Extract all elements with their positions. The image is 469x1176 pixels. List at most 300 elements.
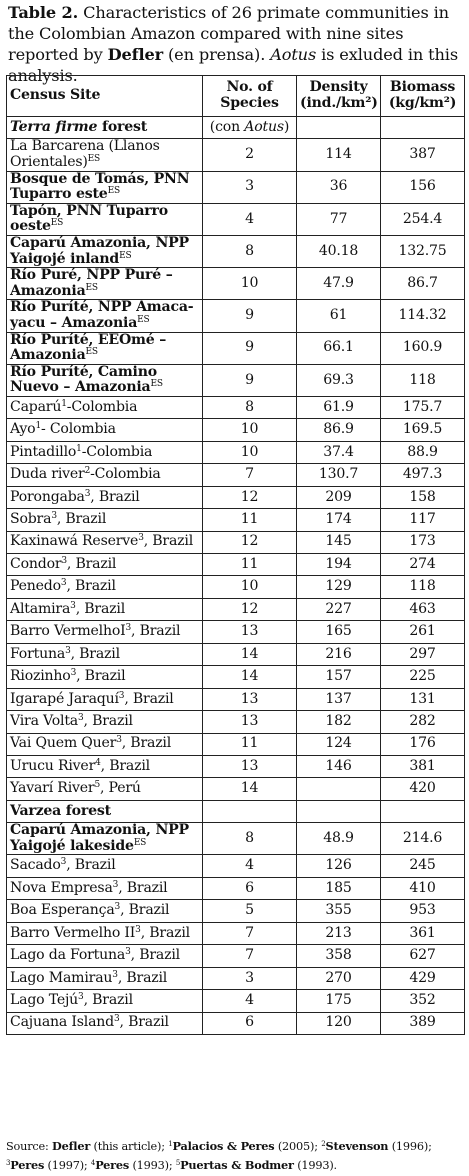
- table-row: [7, 778, 465, 800]
- cell-biomass: 169.5: [381, 419, 465, 441]
- source-reference-sup: 2: [321, 1140, 326, 1148]
- cell-species: 14: [203, 778, 297, 800]
- site-reference-sup: 3: [84, 488, 91, 499]
- cell-biomass: 214.6: [381, 823, 465, 855]
- source-year: (1993).: [293, 1159, 337, 1172]
- cell-species: 12: [203, 531, 297, 553]
- table-row: [7, 855, 465, 877]
- cell-density: 182: [297, 711, 381, 733]
- source-year: (this article);: [90, 1140, 169, 1153]
- table-row: [7, 823, 465, 855]
- cell-biomass: 361: [381, 922, 465, 944]
- site-name: Vira Volta: [10, 712, 79, 729]
- site-reference-sup: 3: [70, 668, 77, 679]
- cell-biomass: 173: [381, 531, 465, 553]
- cell-census-site: [7, 268, 203, 300]
- table-row: [7, 576, 465, 598]
- table-row: [7, 236, 465, 268]
- table-row: [7, 1012, 465, 1034]
- cell-census-site: [7, 509, 203, 531]
- cell-census-site: [7, 203, 203, 235]
- site-reference-sup: 2: [84, 466, 91, 477]
- cell-biomass: 282: [381, 711, 465, 733]
- site-reference-sup: 3: [118, 690, 125, 701]
- cell-census-site: [7, 1012, 203, 1034]
- cell-biomass: 245: [381, 855, 465, 877]
- table-header-row: [7, 76, 465, 117]
- cell-biomass: 261: [381, 621, 465, 643]
- site-name: Lago Mamirau: [10, 969, 113, 986]
- table-row: [7, 364, 465, 396]
- cell-density: 157: [297, 666, 381, 688]
- cell-census-site: [7, 755, 203, 777]
- empty-cell: [297, 117, 381, 139]
- site-name: Urucu River: [10, 757, 96, 774]
- site-reference-sup: 3: [125, 947, 131, 958]
- site-reference-sup: 3: [60, 857, 67, 868]
- cell-census-site: [7, 823, 203, 855]
- cell-biomass: 117: [381, 509, 465, 531]
- site-name: Caparú Amazonia, NPP Yaigojé inland: [10, 235, 189, 267]
- cell-density: 174: [297, 509, 381, 531]
- cell-species: 9: [203, 300, 297, 332]
- cell-census-site: [7, 877, 203, 899]
- site-name: Sacado: [10, 857, 61, 874]
- caption-author: Defler: [107, 45, 163, 64]
- table-row: [7, 711, 465, 733]
- site-name: Porongaba: [10, 488, 85, 505]
- cell-biomass: 118: [381, 576, 465, 598]
- site-reference-sup: 3: [65, 645, 71, 656]
- site-reference-sup: 3: [112, 879, 119, 890]
- cell-density: 86.9: [297, 419, 381, 441]
- cell-species: 10: [203, 576, 297, 598]
- site-name: Penedo: [10, 578, 61, 595]
- cell-species: 9: [203, 332, 297, 364]
- cell-biomass: 463: [381, 598, 465, 620]
- cell-census-site: [7, 554, 203, 576]
- cell-biomass: 131: [381, 688, 465, 710]
- header-species: No. of Species: [203, 76, 297, 117]
- cell-census-site: [7, 945, 203, 967]
- site-location: , Brazil: [131, 623, 181, 640]
- cell-species: 10: [203, 441, 297, 463]
- cell-species: 6: [203, 1012, 297, 1034]
- table-row: [7, 643, 465, 665]
- cell-biomass: 176: [381, 733, 465, 755]
- group-header-terra-firme: [7, 117, 465, 139]
- site-name: Río Puríté, EEOmé – Amazonia: [10, 331, 167, 364]
- cell-density: 165: [297, 621, 381, 643]
- cell-density: 145: [297, 531, 381, 553]
- site-name: Bosque de Tomás, PNN Tuparro este: [10, 170, 190, 203]
- empty-cell: [297, 800, 381, 822]
- site-reference-sup: ES: [85, 347, 98, 358]
- cell-species: 4: [203, 203, 297, 235]
- cell-census-site: [7, 666, 203, 688]
- site-location: -Colombia: [81, 443, 153, 460]
- cell-census-site: [7, 922, 203, 944]
- cell-species: 2: [203, 139, 297, 171]
- table-row: [7, 531, 465, 553]
- cell-biomass: 627: [381, 945, 465, 967]
- cell-density: 137: [297, 688, 381, 710]
- site-reference-sup: 3: [78, 712, 84, 723]
- site-reference-sup: 3: [114, 902, 121, 913]
- cell-density: 146: [297, 755, 381, 777]
- cell-census-site: [7, 171, 203, 203]
- table-row: [7, 203, 465, 235]
- site-location: , Brazil: [83, 712, 133, 729]
- site-location: , Brazil: [119, 1014, 169, 1031]
- cell-density: 36: [297, 171, 381, 203]
- cell-density: 114: [297, 139, 381, 171]
- group-label-rest: forest: [97, 118, 148, 135]
- source-author: Peres: [95, 1158, 130, 1172]
- cell-census-site: [7, 396, 203, 418]
- site-location: , Brazil: [130, 947, 180, 964]
- site-reference-sup: 1: [35, 421, 41, 432]
- cell-species: 14: [203, 666, 297, 688]
- table-row: [7, 900, 465, 922]
- cell-census-site: [7, 598, 203, 620]
- cell-biomass: 132.75: [381, 236, 465, 268]
- cell-density: 130.7: [297, 464, 381, 486]
- site-name: Altamira: [10, 600, 71, 617]
- con-aotus-pre: (con: [209, 118, 245, 135]
- site-reference-sup: 3: [114, 1014, 120, 1025]
- site-location: , Perú: [100, 780, 141, 797]
- caption-text: (en prensa).: [163, 45, 271, 64]
- source-reference-sup: 4: [90, 1159, 96, 1167]
- source-author: Defler: [52, 1139, 91, 1153]
- cell-density: 227: [297, 598, 381, 620]
- cell-census-site: [7, 733, 203, 755]
- cell-species: 7: [203, 922, 297, 944]
- source-author: Puertas & Bodmer: [180, 1158, 294, 1172]
- cell-density: 61.9: [297, 396, 381, 418]
- cell-species: 6: [203, 877, 297, 899]
- cell-biomass: 352: [381, 990, 465, 1012]
- cell-census-site: [7, 332, 203, 364]
- empty-cell: [381, 117, 465, 139]
- table-row: [7, 396, 465, 418]
- cell-density: [297, 778, 381, 800]
- header-density: Density (ind./km²): [297, 76, 381, 117]
- cell-density: 37.4: [297, 441, 381, 463]
- site-location: , Brazil: [75, 600, 126, 617]
- cell-species: 5: [203, 900, 297, 922]
- cell-census-site: [7, 621, 203, 643]
- cell-biomass: 156: [381, 171, 465, 203]
- table-row: [7, 300, 465, 332]
- cell-biomass: 387: [381, 139, 465, 171]
- site-name: Río Puré, NPP Puré – Amazonia: [10, 267, 173, 299]
- cell-census-site: [7, 441, 203, 463]
- cell-species: 4: [203, 855, 297, 877]
- site-reference-sup: 5: [94, 780, 100, 791]
- table-caption: [8, 2, 466, 86]
- site-reference-sup: 3: [60, 578, 67, 589]
- cell-density: 175: [297, 990, 381, 1012]
- group-header-varzea: [7, 800, 465, 822]
- site-location: , Brazil: [90, 488, 140, 505]
- cell-species: 14: [203, 643, 297, 665]
- cell-biomass: 953: [381, 900, 465, 922]
- table-row: [7, 139, 465, 171]
- header-biomass: Biomass (kg/km²): [381, 76, 465, 117]
- cell-species: 7: [203, 945, 297, 967]
- site-name: Lago da Fortuna: [10, 947, 126, 964]
- site-reference-sup: 3: [61, 555, 67, 566]
- site-name: Igarapé Jaraquí: [10, 690, 119, 707]
- cell-density: 47.9: [297, 268, 381, 300]
- site-reference-sup: ES: [119, 250, 132, 261]
- site-name: La Barcarena (Llanos Orientales): [10, 138, 160, 171]
- cell-species: 10: [203, 268, 297, 300]
- cell-biomass: 274: [381, 554, 465, 576]
- site-reference-sup: ES: [85, 282, 98, 293]
- cell-biomass: 118: [381, 364, 465, 396]
- site-name: Caparú Amazonia, NPP Yaigojé lakeside: [10, 822, 189, 854]
- header-census-site: Census Site: [7, 76, 203, 117]
- site-reference-sup: ES: [87, 154, 101, 165]
- site-reference-sup: 3: [70, 600, 76, 611]
- caption-genus: Aotus: [270, 45, 317, 64]
- cell-census-site: [7, 778, 203, 800]
- cell-species: 11: [203, 509, 297, 531]
- cell-species: 8: [203, 823, 297, 855]
- site-name: Riozinho: [10, 668, 71, 685]
- cell-species: 13: [203, 711, 297, 733]
- table-row: [7, 419, 465, 441]
- con-aotus-post: ): [283, 118, 290, 135]
- source-author: Palacios & Peres: [172, 1139, 275, 1153]
- cell-census-site: [7, 236, 203, 268]
- caption-text: Characteristics of 26 primate communities in the Colombian Amazon compared with nine sites reported by: [8, 3, 449, 64]
- site-location: , Brazil: [143, 533, 194, 550]
- source-year: (1997);: [44, 1159, 91, 1172]
- source-reference-sup: 5: [175, 1159, 181, 1167]
- cell-census-site: [7, 990, 203, 1012]
- site-name: Nova Empresa: [10, 879, 113, 896]
- cell-biomass: 381: [381, 755, 465, 777]
- site-location: , Brazil: [124, 690, 174, 707]
- site-reference-sup: 3: [135, 924, 141, 935]
- site-name: Kaxinawá Reserve: [10, 533, 139, 550]
- site-reference-sup: 3: [125, 623, 132, 634]
- source-author: Peres: [10, 1158, 45, 1172]
- cell-census-site: [7, 711, 203, 733]
- cell-density: 40.18: [297, 236, 381, 268]
- cell-species: 3: [203, 171, 297, 203]
- table-row: [7, 441, 465, 463]
- cell-species: 4: [203, 990, 297, 1012]
- cell-species: 10: [203, 419, 297, 441]
- empty-cell: [381, 800, 465, 822]
- site-reference-sup: ES: [133, 837, 147, 848]
- site-location: , Brazil: [100, 757, 150, 774]
- site-reference-sup: ES: [137, 314, 150, 325]
- site-location: - Colombia: [41, 421, 116, 438]
- cell-biomass: 160.9: [381, 332, 465, 364]
- cell-biomass: 175.7: [381, 396, 465, 418]
- cell-census-site: [7, 688, 203, 710]
- source-prefix: Source:: [6, 1140, 53, 1153]
- cell-biomass: 297: [381, 643, 465, 665]
- site-name: Caparú: [10, 398, 62, 415]
- table-row: [7, 922, 465, 944]
- cell-biomass: 410: [381, 877, 465, 899]
- group-label-terra-firme: [7, 117, 203, 139]
- site-location: , Brazil: [56, 511, 107, 528]
- cell-biomass: 420: [381, 778, 465, 800]
- cell-biomass: 158: [381, 486, 465, 508]
- group-label-varzea: Varzea forest: [7, 800, 203, 822]
- cell-census-site: [7, 576, 203, 598]
- cell-biomass: 225: [381, 666, 465, 688]
- caption-label: Table 2.: [8, 3, 79, 22]
- table-row: [7, 877, 465, 899]
- cell-density: 209: [297, 486, 381, 508]
- site-name: Boa Esperança: [10, 902, 115, 919]
- site-name: Barro VermelhoI: [10, 623, 126, 640]
- table-row: [7, 171, 465, 203]
- table-row: [7, 621, 465, 643]
- cell-biomass: 429: [381, 967, 465, 989]
- site-reference-sup: 3: [138, 533, 144, 544]
- cell-density: 213: [297, 922, 381, 944]
- cell-density: 120: [297, 1012, 381, 1034]
- site-name: Sobra: [10, 511, 52, 528]
- site-location: , Brazil: [118, 879, 168, 896]
- cell-census-site: [7, 419, 203, 441]
- site-reference-sup: 3: [51, 511, 57, 522]
- site-name: Río Puríté, Camino Nuevo – Amazonia: [10, 363, 157, 396]
- cell-density: 270: [297, 967, 381, 989]
- site-location: -Colombia: [90, 466, 161, 483]
- table-row: [7, 332, 465, 364]
- source-reference-sup: 3: [6, 1159, 11, 1167]
- cell-census-site: [7, 531, 203, 553]
- site-reference-sup: 3: [116, 735, 122, 746]
- cell-density: 194: [297, 554, 381, 576]
- site-reference-sup: 1: [76, 443, 82, 454]
- cell-density: 358: [297, 945, 381, 967]
- table-source-note: [6, 1137, 468, 1175]
- cell-density: 185: [297, 877, 381, 899]
- site-location: , Brazil: [83, 991, 133, 1008]
- site-location: , Brazil: [140, 924, 190, 941]
- cell-biomass: 254.4: [381, 203, 465, 235]
- cell-species: 8: [203, 396, 297, 418]
- cell-species: 3: [203, 967, 297, 989]
- source-year: (2005);: [274, 1140, 322, 1153]
- cell-density: 129: [297, 576, 381, 598]
- site-name: Fortuna: [10, 645, 66, 662]
- site-reference-sup: ES: [107, 186, 120, 197]
- site-name: Ayo: [10, 421, 36, 438]
- cell-census-site: [7, 643, 203, 665]
- cell-density: 66.1: [297, 332, 381, 364]
- cell-species: 12: [203, 598, 297, 620]
- site-location: , Brazil: [76, 668, 126, 685]
- cell-species: 8: [203, 236, 297, 268]
- site-reference-sup: 3: [112, 969, 118, 980]
- cell-census-site: [7, 139, 203, 171]
- cell-biomass: 88.9: [381, 441, 465, 463]
- cell-density: 48.9: [297, 823, 381, 855]
- cell-density: 216: [297, 643, 381, 665]
- site-location: -Colombia: [66, 398, 138, 415]
- cell-species: 13: [203, 755, 297, 777]
- con-aotus-genus: Aotus: [244, 118, 284, 135]
- site-location: , Brazil: [70, 645, 120, 662]
- cell-density: 126: [297, 855, 381, 877]
- table-row: [7, 755, 465, 777]
- table-row: [7, 945, 465, 967]
- site-location: , Brazil: [66, 857, 116, 874]
- cell-biomass: 86.7: [381, 268, 465, 300]
- site-name: Yavarí River: [10, 780, 95, 797]
- site-name: Barro Vermelho II: [10, 924, 136, 941]
- site-name: Tapón, PNN Tuparro oeste: [10, 202, 168, 235]
- caption-text: is exluded in this analysis.: [8, 45, 458, 85]
- source-author: Stevenson: [325, 1139, 389, 1153]
- table-row: [7, 509, 465, 531]
- site-name: Lago Tejú: [10, 991, 79, 1008]
- site-location: , Brazil: [120, 902, 170, 919]
- primate-communities-table: [6, 75, 465, 1035]
- table-row: [7, 464, 465, 486]
- site-name: Vai Quem Quer: [10, 735, 117, 752]
- site-name: Duda river: [10, 466, 85, 483]
- empty-cell: [203, 800, 297, 822]
- site-reference-sup: 3: [78, 991, 84, 1002]
- group-label-italic: Terra firme: [10, 118, 98, 135]
- table-row: [7, 967, 465, 989]
- cell-biomass: 389: [381, 1012, 465, 1034]
- site-reference-sup: 1: [61, 398, 67, 409]
- con-aotus-note: [203, 117, 297, 139]
- site-name: Río Puríté, NPP Amaca-yacu – Amazonia: [10, 299, 194, 331]
- site-name: Condor: [10, 555, 62, 572]
- cell-density: 69.3: [297, 364, 381, 396]
- cell-density: 124: [297, 733, 381, 755]
- cell-density: 61: [297, 300, 381, 332]
- cell-biomass: 114.32: [381, 300, 465, 332]
- cell-species: 11: [203, 733, 297, 755]
- site-location: , Brazil: [117, 969, 168, 986]
- cell-density: 355: [297, 900, 381, 922]
- cell-species: 12: [203, 486, 297, 508]
- table-row: [7, 990, 465, 1012]
- cell-census-site: [7, 364, 203, 396]
- cell-species: 7: [203, 464, 297, 486]
- cell-species: 13: [203, 621, 297, 643]
- table-row: [7, 486, 465, 508]
- cell-density: 77: [297, 203, 381, 235]
- source-reference-sup: 1: [168, 1140, 173, 1148]
- site-reference-sup: ES: [150, 379, 163, 390]
- cell-census-site: [7, 486, 203, 508]
- site-reference-sup: 4: [95, 757, 101, 768]
- cell-census-site: [7, 300, 203, 332]
- table-row: [7, 733, 465, 755]
- cell-census-site: [7, 464, 203, 486]
- cell-biomass: 497.3: [381, 464, 465, 486]
- cell-species: 9: [203, 364, 297, 396]
